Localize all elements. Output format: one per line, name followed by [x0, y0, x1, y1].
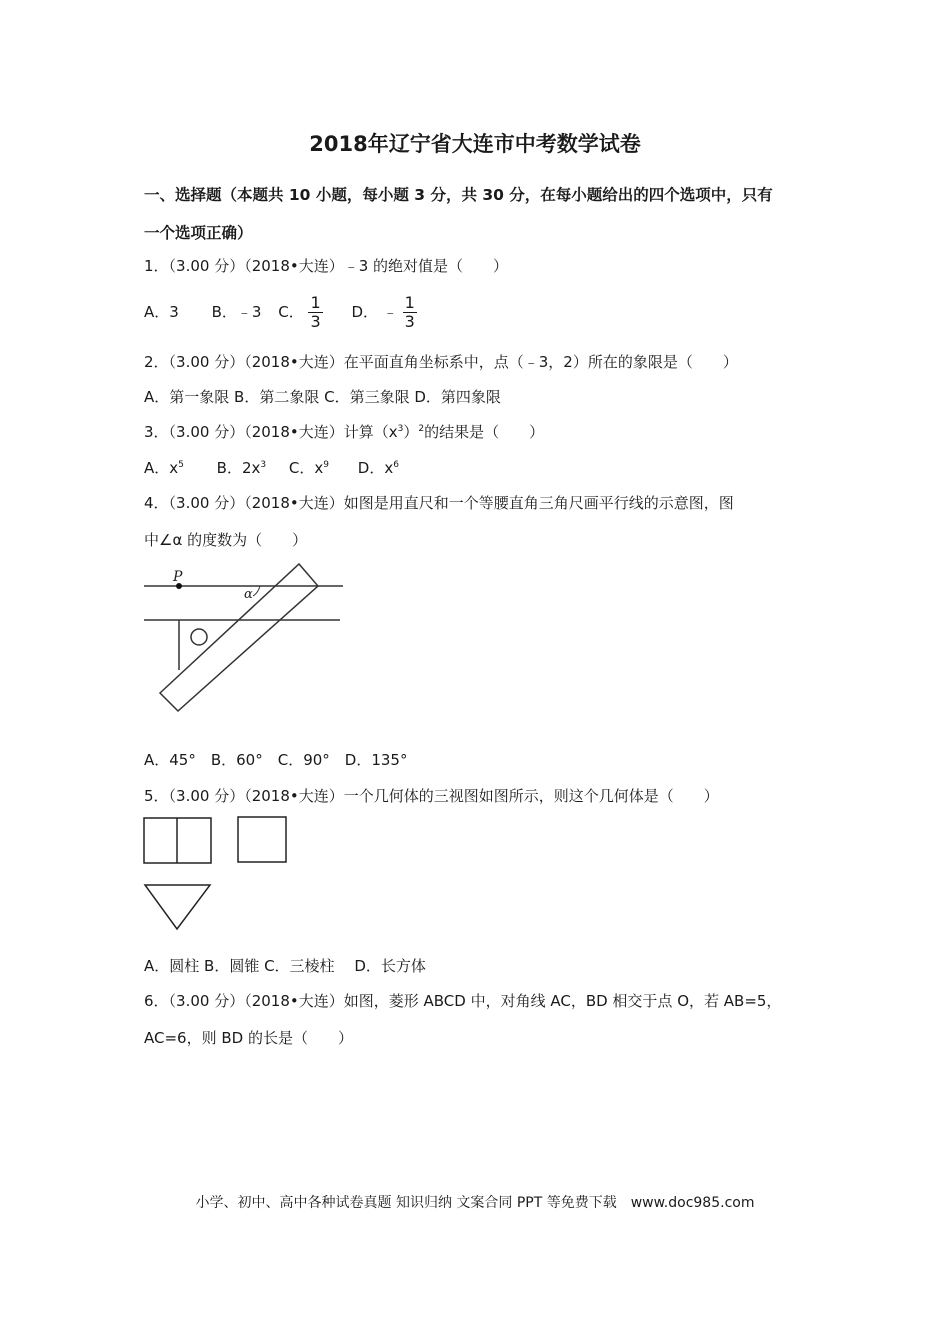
q1-option-d-fraction	[403, 294, 417, 331]
q1-option-a: A．3	[144, 303, 179, 321]
q1-option-b: B．﹣3	[211, 303, 262, 321]
q3-stem	[144, 421, 544, 442]
page-title: 2018年辽宁省大连市中考数学试卷	[309, 132, 641, 156]
q3-c-text: C．x	[288, 459, 324, 477]
section-heading-line1: 一、选择题（本题共 10 小题，每小题 3 分，共 30 分，在每小题给出的四个选项中，只有	[144, 186, 773, 204]
q1-d-denominator: 3	[404, 312, 415, 331]
q1-option-d	[351, 294, 416, 331]
q6-stem-line2: AC=6，则 BD 的长是（ ）	[144, 1029, 353, 1047]
q1-c-numerator: 1	[310, 293, 321, 312]
q4-triangle-hole	[191, 629, 207, 645]
q5-top-view	[143, 883, 213, 933]
q3-b-text: B．2x	[216, 459, 261, 477]
q4-label-alpha: α	[244, 587, 253, 602]
q1-option-d-label: D．	[351, 303, 379, 321]
q1-c-denominator: 3	[310, 312, 321, 331]
q1-option-c	[278, 294, 322, 331]
q5-stem: 5．（3.00 分）（2018•大连）一个几何体的三视图如图所示，则这个几何体是（ ）	[144, 787, 719, 805]
q3-options	[144, 457, 399, 478]
q1-stem: 1．（3.00 分）（2018•大连）﹣3 的绝对值是（ ）	[144, 257, 509, 275]
q3-a-text: A．x	[144, 459, 179, 477]
q3-d-sup: 6	[393, 460, 399, 470]
q1-options	[144, 294, 417, 331]
q3-option-b	[217, 457, 266, 478]
q1-d-numerator: 1	[404, 293, 415, 312]
q4-stem-line1: 4．（3.00 分）（2018•大连）如图是用直尺和一个等腰直角三角尺画平行线的示意图，图	[144, 494, 734, 512]
q4-stem-line2: 中∠α 的度数为（ ）	[144, 531, 308, 549]
q4-options: A．45° B．60° C．90° D．135°	[144, 751, 408, 769]
q3-a-sup: 5	[178, 460, 184, 470]
q2-options: A．第一象限 B．第二象限 C．第三象限 D．第四象限	[144, 388, 501, 406]
q3-stem-pre: 3．（3.00 分）（2018•大连）计算（x	[144, 423, 398, 441]
q3-stem-sup1: 3	[397, 424, 404, 434]
q1-option-c-label: C．	[278, 303, 304, 321]
q4-angle-arc	[253, 586, 260, 596]
q3-d-text: D．x	[357, 459, 394, 477]
q5-options: A．圆柱 B．圆锥 C．三棱柱 D．长方体	[144, 957, 426, 975]
q1-option-c-fraction	[308, 294, 322, 331]
q3-option-d	[358, 457, 399, 478]
q4-label-p: P	[173, 569, 183, 585]
q3-option-c	[289, 457, 329, 478]
q6-stem-line1: 6．（3.00 分）（2018•大连）如图，菱形 ABCD 中，对角线 AC，BD 相交于点 O，若 AB=5，	[144, 992, 782, 1010]
q2-stem: 2．（3.00 分）（2018•大连）在平面直角坐标系中，点（﹣3，2）所在的象限是（ ）	[144, 353, 738, 371]
q3-option-a	[144, 457, 184, 478]
q3-stem-mid: ）	[403, 423, 419, 441]
page-footer: 小学、初中、高中各种试卷真题 知识归纳 文案合同 PPT 等免费下载 www.doc985.com	[195, 1195, 755, 1211]
q3-b-sup: 3	[260, 460, 267, 470]
q5-side-view	[237, 816, 289, 864]
q3-stem-sup2: 2	[418, 424, 425, 434]
q4-figure	[140, 555, 355, 720]
q5-front-view	[143, 817, 213, 865]
q3-c-sup: 9	[323, 460, 329, 470]
q1-d-sign: ﹣	[382, 303, 398, 321]
section-heading-line2: 一个选项正确）	[144, 224, 253, 242]
q3-stem-post: 的结果是（ ）	[424, 423, 545, 441]
